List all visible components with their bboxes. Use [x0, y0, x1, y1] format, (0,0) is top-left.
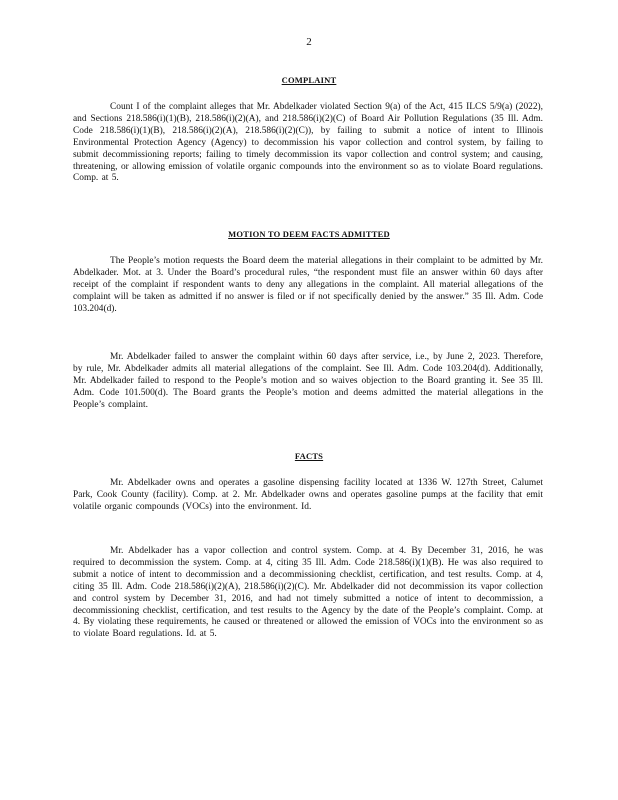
facts-vapor-paragraph: Mr. Abdelkader has a vapor collection and control system. Comp. at 4. By December 31, 2016, he was required to decommission the system. Comp. at 4, citing 35 Ill. Adm. Code 218.586(i)(1)(B). He was also required to submit a notice of intent to decommission and a decommissioning checklist, certification, and test results. Comp. at 4, citing 35 Ill. Adm. Code 218.586(i)(2)(A), 218.586(i)(2)(C). Mr. Abdelkader did not decommission its vapor collection and control system by December 31, 2016, and had not timely submitted a notice of intent to decommission, a decommissioning checklist, certification, and test results to the Agency by the date of the People’s complaint. Comp. at 4. By violating these requirements, he caused or threatened or allowed the emission of VOCs into the environment so as to violate Board regulations. Id. at 5. — [73, 546, 543, 640]
facts-heading — [0, 451, 618, 461]
facts-heading-text: FACTS — [294, 451, 324, 461]
complaint-heading-text: COMPLAINT — [281, 75, 337, 85]
motion-request-paragraph: The People’s motion requests the Board deem the material allegations in their complaint to be admitted by Mr. Abdelkader. Mot. at 3. Under the Board’s procedural rules, “the respondent must file an answer within 60 days after receipt of the complaint if respondent wants to deny any allegations in the complaint. All material allegations of the complaint will be taken as admitted if no answer is filed or if not specifically denied by the answer.” 35 Ill. Adm. Code 103.204(d). — [73, 256, 543, 314]
motion-failed-paragraph: Mr. Abdelkader failed to answer the complaint within 60 days after service, i.e., by June 2, 2023. Therefore, by rule, Mr. Abdelkader admits all material allegations of the complaint. See Ill. Adm. Code 103.204(d). Additionally, Mr. Abdelkader failed to respond to the People’s motion and so waives objection to the Board granting it. See 35 Ill. Adm. Code 101.500(d). The Board grants the People’s motion and deems admitted the material allegations in the People’s complaint. — [73, 352, 543, 410]
facts-owns-paragraph: Mr. Abdelkader owns and operates a gasoline dispensing facility located at 1336 W. 127th Street, Calumet Park, Cook County (facility). Comp. at 2. Mr. Abdelkader owns and operates gasoline pumps at the facility that emit volatile organic compounds (VOCs) into the environment. Id. — [73, 478, 543, 512]
complaint-paragraph: Count I of the complaint alleges that Mr. Abdelkader violated Section 9(a) of the Act, 415 ILCS 5/9(a) (2022), and Sections 218.586(i)(1)(B), 218.586(i)(2)(A), and 218.586(i)(2)(C) of Board Air Pollution Regulations (35 Ill. Adm. Code 218.586(i)(1)(B), 218.586(i)(2)(A), 218.586(i)(2)(C)), by failing to submit a notice of intent to Illinois Environmental Protection Agency (Agency) to decommission his vapor collection and control system, by failing to submit decommissioning reports; failing to timely decommission its vapor collection and control system; and causing, threatening, or allowing emission of volatile organic compounds into the environment so as to violate Board regulations. Comp. at 5. — [73, 102, 543, 184]
complaint-heading — [0, 75, 618, 85]
motion-heading — [0, 229, 618, 239]
motion-heading-text: MOTION TO DEEM FACTS ADMITTED — [228, 229, 390, 239]
page-number: 2 — [306, 36, 312, 48]
